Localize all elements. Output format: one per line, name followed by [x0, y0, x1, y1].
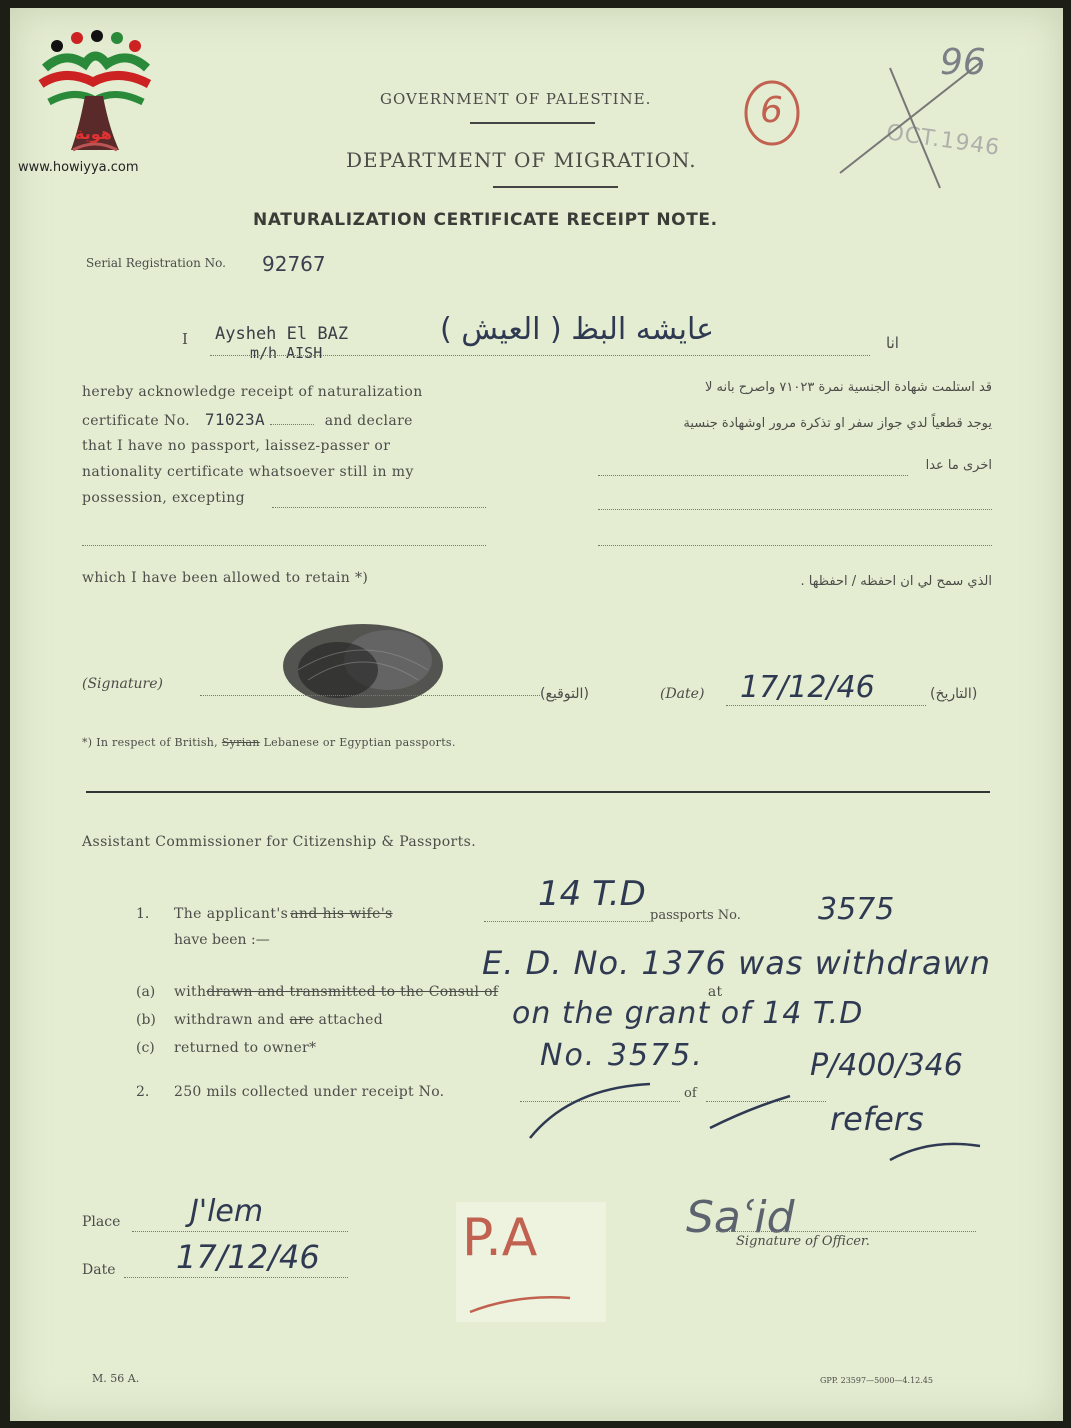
item-1-struck: and his wife's [290, 906, 393, 922]
footnote-prefix: *) In respect of British, [82, 736, 218, 749]
item-c-label: (c) [136, 1040, 155, 1056]
i-label: I [182, 330, 188, 348]
initials: P.A [462, 1208, 538, 1268]
applicant-name-arabic: عايشه البظ ( العيش ) [440, 312, 715, 347]
item-a-prefix: with [174, 984, 207, 1000]
item-1-handwritten-td: 14 T.D [538, 874, 646, 914]
signature-arabic-label: (التوقيع) [540, 686, 589, 702]
serial-value: 92767 [262, 252, 326, 276]
declaration-line-2 [82, 410, 502, 429]
declaration-line-5: possession, excepting [82, 490, 245, 506]
place-label: Place [82, 1214, 121, 1230]
arabic-excepting-line-1 [598, 474, 908, 476]
website-url[interactable]: www.howiyya.com [18, 160, 139, 175]
serial-label: Serial Registration No. [86, 256, 226, 270]
have-been-text: have been :— [174, 932, 270, 948]
item-b-label: (b) [136, 1012, 156, 1028]
arabic-retain-text: الذي سمح لي ان احفظه / احفظها . [800, 574, 992, 589]
item-2-text: 250 mils collected under receipt No. [174, 1084, 445, 1100]
certificate-number: 71023A [204, 410, 266, 429]
excepting-line-1 [272, 506, 486, 508]
date-arabic-label: (التاريخ) [930, 686, 978, 702]
arabic-declaration-2: يوجد قطعياً لدي جواز سفر او تذكرة مرور اوشهادة جنسية [683, 416, 992, 431]
item-a-at: at [707, 984, 723, 1000]
header-rule-2 [493, 186, 618, 188]
circled-number: 6 [760, 90, 783, 131]
department-heading: DEPARTMENT OF MIGRATION. [346, 148, 697, 172]
document-title: NATURALIZATION CERTIFICATE RECEIPT NOTE. [253, 210, 718, 230]
retain-text: which I have been allowed to retain *) [82, 570, 369, 586]
item-1-number: 1. [136, 906, 150, 922]
signature-line [200, 694, 540, 696]
section-divider [86, 791, 990, 793]
note-line-3b: P/400/346 [810, 1048, 963, 1083]
footnote-suffix: Lebanese or Egyptian passports. [263, 736, 456, 749]
declare-text: and declare [324, 413, 413, 429]
applicant-name-alt: m/h AISH [250, 344, 323, 362]
circled-number-stamp [742, 78, 802, 148]
government-heading: GOVERNMENT OF PALESTINE. [380, 90, 652, 108]
cert-no-label: certificate No. [82, 413, 191, 429]
arabic-excepting-line-3 [598, 544, 992, 546]
name-underline [210, 354, 870, 356]
item-1-line [174, 906, 484, 922]
date-label: (Date) [660, 686, 705, 702]
item-1-dotted-line [484, 920, 650, 922]
passports-label: passports No. [650, 908, 741, 923]
item-b-struck: are [289, 1012, 314, 1028]
item-b-line [174, 1012, 383, 1028]
stamp-cross-lines [830, 48, 990, 198]
officer-signature-label: Signature of Officer. [736, 1234, 870, 1249]
passports-number: 3575 [818, 892, 895, 927]
signature-label: (Signature) [82, 676, 163, 692]
arabic-excepting-line-2 [598, 508, 992, 510]
footnote [82, 736, 456, 749]
form-code: M. 56 A. [92, 1372, 140, 1385]
note-line-1: E. D. No. 1376 was withdrawn [482, 944, 992, 982]
officer-signature-line [716, 1230, 976, 1232]
item-c-text: returned to owner* [174, 1040, 317, 1056]
declaration-line-3: that I have no passport, laissez-passer or [82, 438, 391, 454]
item-b-suffix: attached [318, 1012, 383, 1028]
document-sheet [10, 8, 1063, 1421]
office-heading: Assistant Commissioner for Citizenship & Passports. [82, 834, 477, 850]
howiyya-logo [35, 28, 155, 163]
declaration-line-1: hereby acknowledge receipt of naturalization [82, 384, 423, 400]
footer-date-label: Date [82, 1262, 116, 1278]
date-line [726, 704, 926, 706]
pen-strokes [510, 1078, 990, 1178]
initials-underline [466, 1284, 576, 1324]
date-stamp: OCT.1946 [884, 120, 1002, 161]
declaration-line-4: nationality certificate whatsoever still in my [82, 464, 414, 480]
ana-arabic: انا [886, 334, 899, 352]
excepting-line-2 [82, 544, 486, 546]
officer-signature: Saʿid [686, 1192, 795, 1243]
item-2-number: 2. [136, 1084, 150, 1100]
arabic-declaration-1: قد استلمت شهادة الجنسية نمرة ٧١٠٢٣ واصرح بانه لا [704, 380, 992, 395]
corner-number: 96 [940, 42, 986, 83]
print-code: GPP. 23597—5000—4.12.45 [820, 1376, 933, 1385]
item-a-struck: drawn and transmitted to the Consul of [206, 984, 499, 1000]
note-line-4: refers [830, 1100, 924, 1138]
signature-date-value: 17/12/46 [740, 670, 875, 705]
item-b-text: withdrawn and [174, 1012, 285, 1028]
item-a-label: (a) [136, 984, 156, 1000]
header-rule-1 [470, 122, 595, 124]
applicant-name: Aysheh El BAZ [215, 324, 349, 344]
logo-arabic-text: هوية [75, 124, 112, 143]
note-line-2: on the grant of 14 T.D [512, 996, 864, 1031]
footnote-struck: Syrian [221, 736, 260, 749]
footer-date-value: 17/12/46 [176, 1238, 320, 1276]
footer-date-line [124, 1276, 348, 1278]
place-value: J'lem [190, 1194, 264, 1229]
item-1-text: The applicant's [174, 906, 289, 922]
note-line-3: No. 3575. [540, 1038, 704, 1073]
arabic-declaration-3: اخرى ما عدا [925, 458, 992, 473]
place-line [132, 1230, 348, 1232]
item-2-of: of [684, 1086, 697, 1101]
thumbprint [278, 620, 448, 716]
